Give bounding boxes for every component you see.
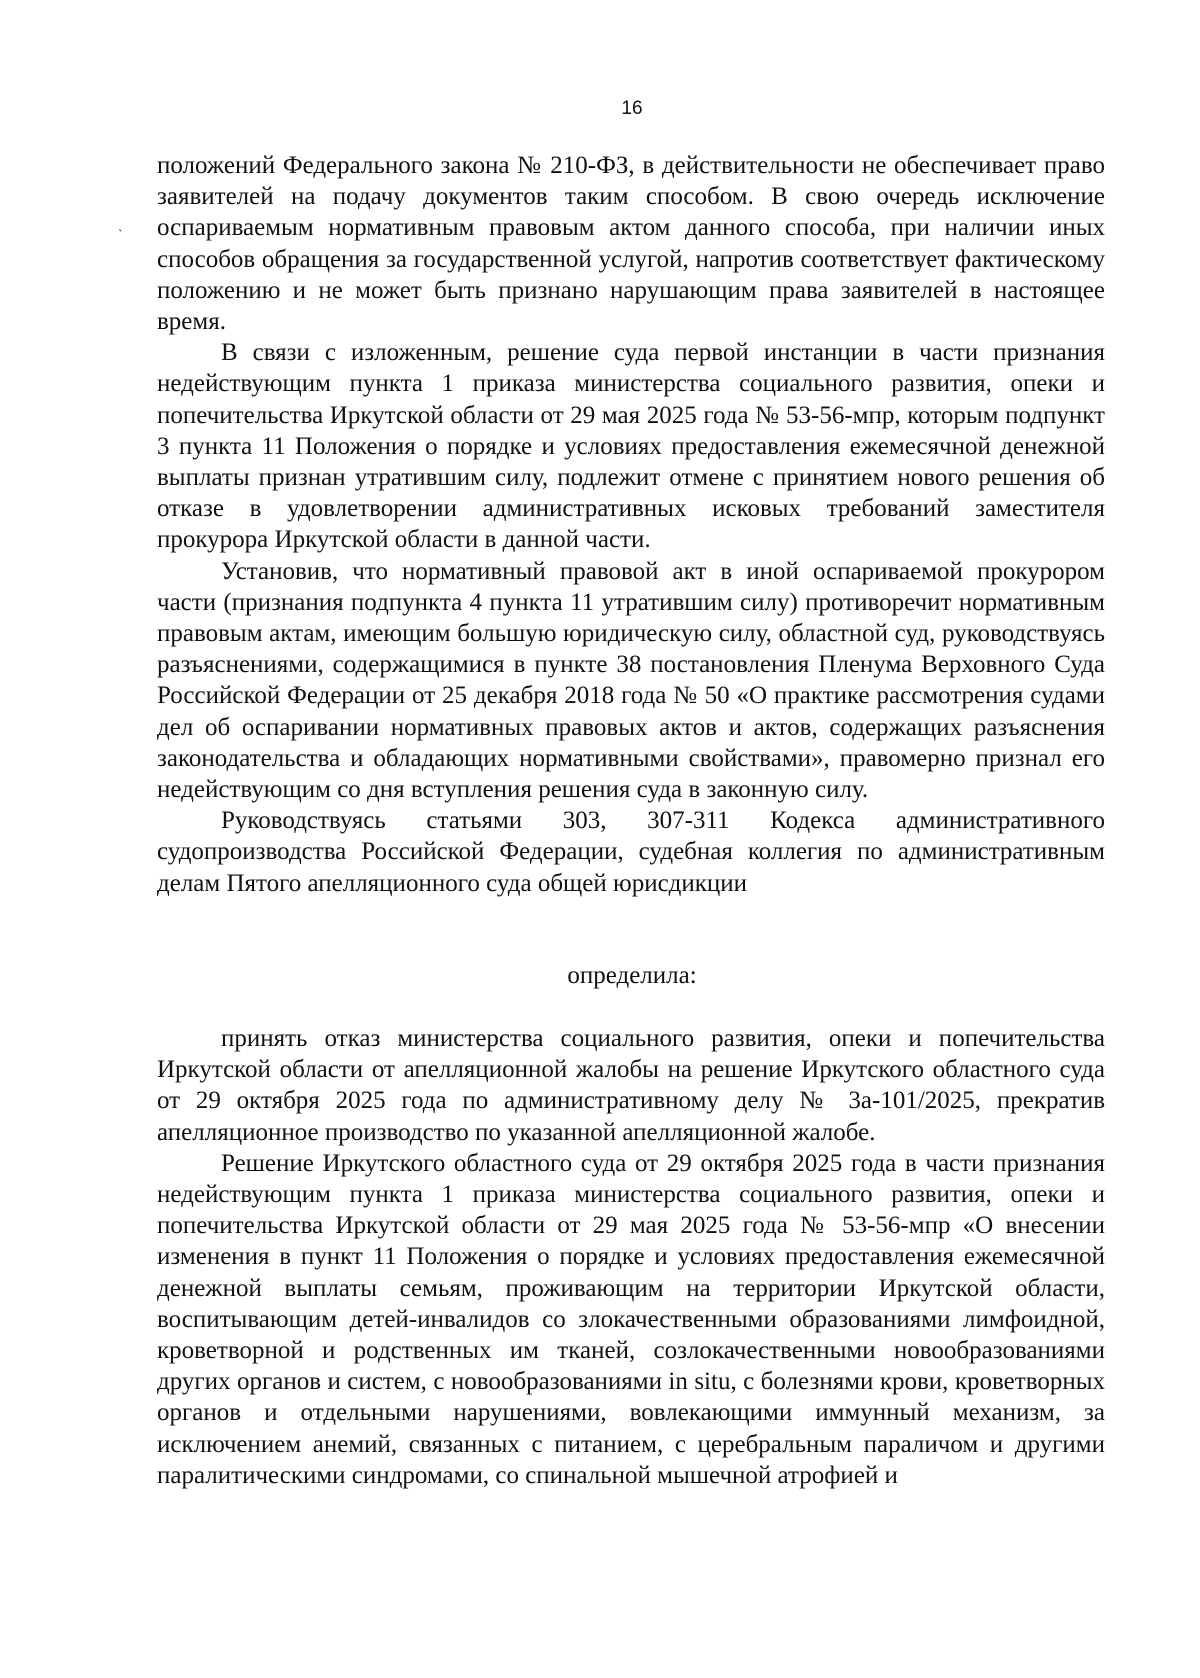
paragraph-accept-withdrawal: принять отказ министерства социального развития, опеки и попечительства Иркутской области от апелляционной жалобы на решение Иркутского областного суда от 29 октября 2025 года по административному делу № 3а-101/2025, прекратив апелляционное производство по указанной апелляционной жалобе. (157, 1025, 1105, 1146)
decision-heading: определила: (567, 962, 697, 989)
page-number: 16 (621, 98, 643, 119)
paragraph-court-decision: Решение Иркутского областного суда от 29 октября 2025 года в части признания недействующим пункта 1 приказа министерства социального развития, опеки и попечительства Иркутской области от 29 мая 2025 года № 53-56-мпр «О внесении изменения в пункт 11 Положения о порядке и условиях предоставления ежемесячной денежной выплаты семьям, проживающим на территории Иркутской области, воспитывающим детей-инвалидов со злокачественными образованиями лимфоидной, кроветворной и родственных им тканей, созлокачественными новообразованиями других органов и систем, с новообразованиями in situ, с болезнями крови, кроветворных органов и отдельными нарушениями, вовлекающими иммунный механизм, за исключением анемий, связанных с питанием, с церебральным параличом и другими паралитическими синдромами, со спинальной мышечной атрофией и (157, 1149, 1105, 1489)
body-text-after-decision (157, 1023, 1105, 1491)
paragraph-guided-by-articles: Руководствуясь статьями 303, 307-311 Кодекса административного судопроизводства Российской Федерации, судебная коллегия по административным делам Пятого апелляционного суда общей юрисдикции (157, 807, 1105, 897)
paragraph-established-findings: Установив, что нормативный правовой акт в иной оспариваемой прокурором части (признания подпункта 4 пункта 11 утратившим силу) противоречит нормативным правовым актам, имеющим большую юридическую силу, областной суд, руководствуясь разъяснениями, содержащимися в пункте 38 постановления Пленума Верховного Суда Российской Федерации от 25 декабря 2018 года № 50 «О практике рассмотрения судами дел об оспаривании нормативных правовых актов и актов, содержащих разъяснения законодательства и обладающих нормативными свойствами», правомерно признал его недействующим со дня вступления решения суда в законную силу. (157, 557, 1105, 804)
body-text-before-decision (157, 150, 1105, 899)
paragraph-first-instance-decision: В связи с изложенным, решение суда первой инстанции в части признания недействующим пункта 1 приказа министерства социального развития, опеки и попечительства Иркутской области от 29 мая 2025 года № 53-56-мпр, которым подпункт 3 пункта 11 Положения о порядке и условиях предоставления ежемесячной денежной выплаты признан утратившим силу, подлежит отмене с принятием нового решения об отказе в удовлетворении административных исковых требований заместителя прокурора Иркутской области в данной части. (157, 339, 1105, 554)
paragraph-continuation: положений Федерального закона № 210-ФЗ, в действительности не обеспечивает право заявителей на подачу документов таким способом. В свою очередь исключение оспариваемым нормативным правовым актом данного способа, при наличии иных способов обращения за государственной услугой, напротив соответствует фактическому положению и не может быть признано нарушающим права заявителей в настоящее время. (157, 152, 1105, 336)
scan-speck-mark: ` (118, 228, 123, 243)
